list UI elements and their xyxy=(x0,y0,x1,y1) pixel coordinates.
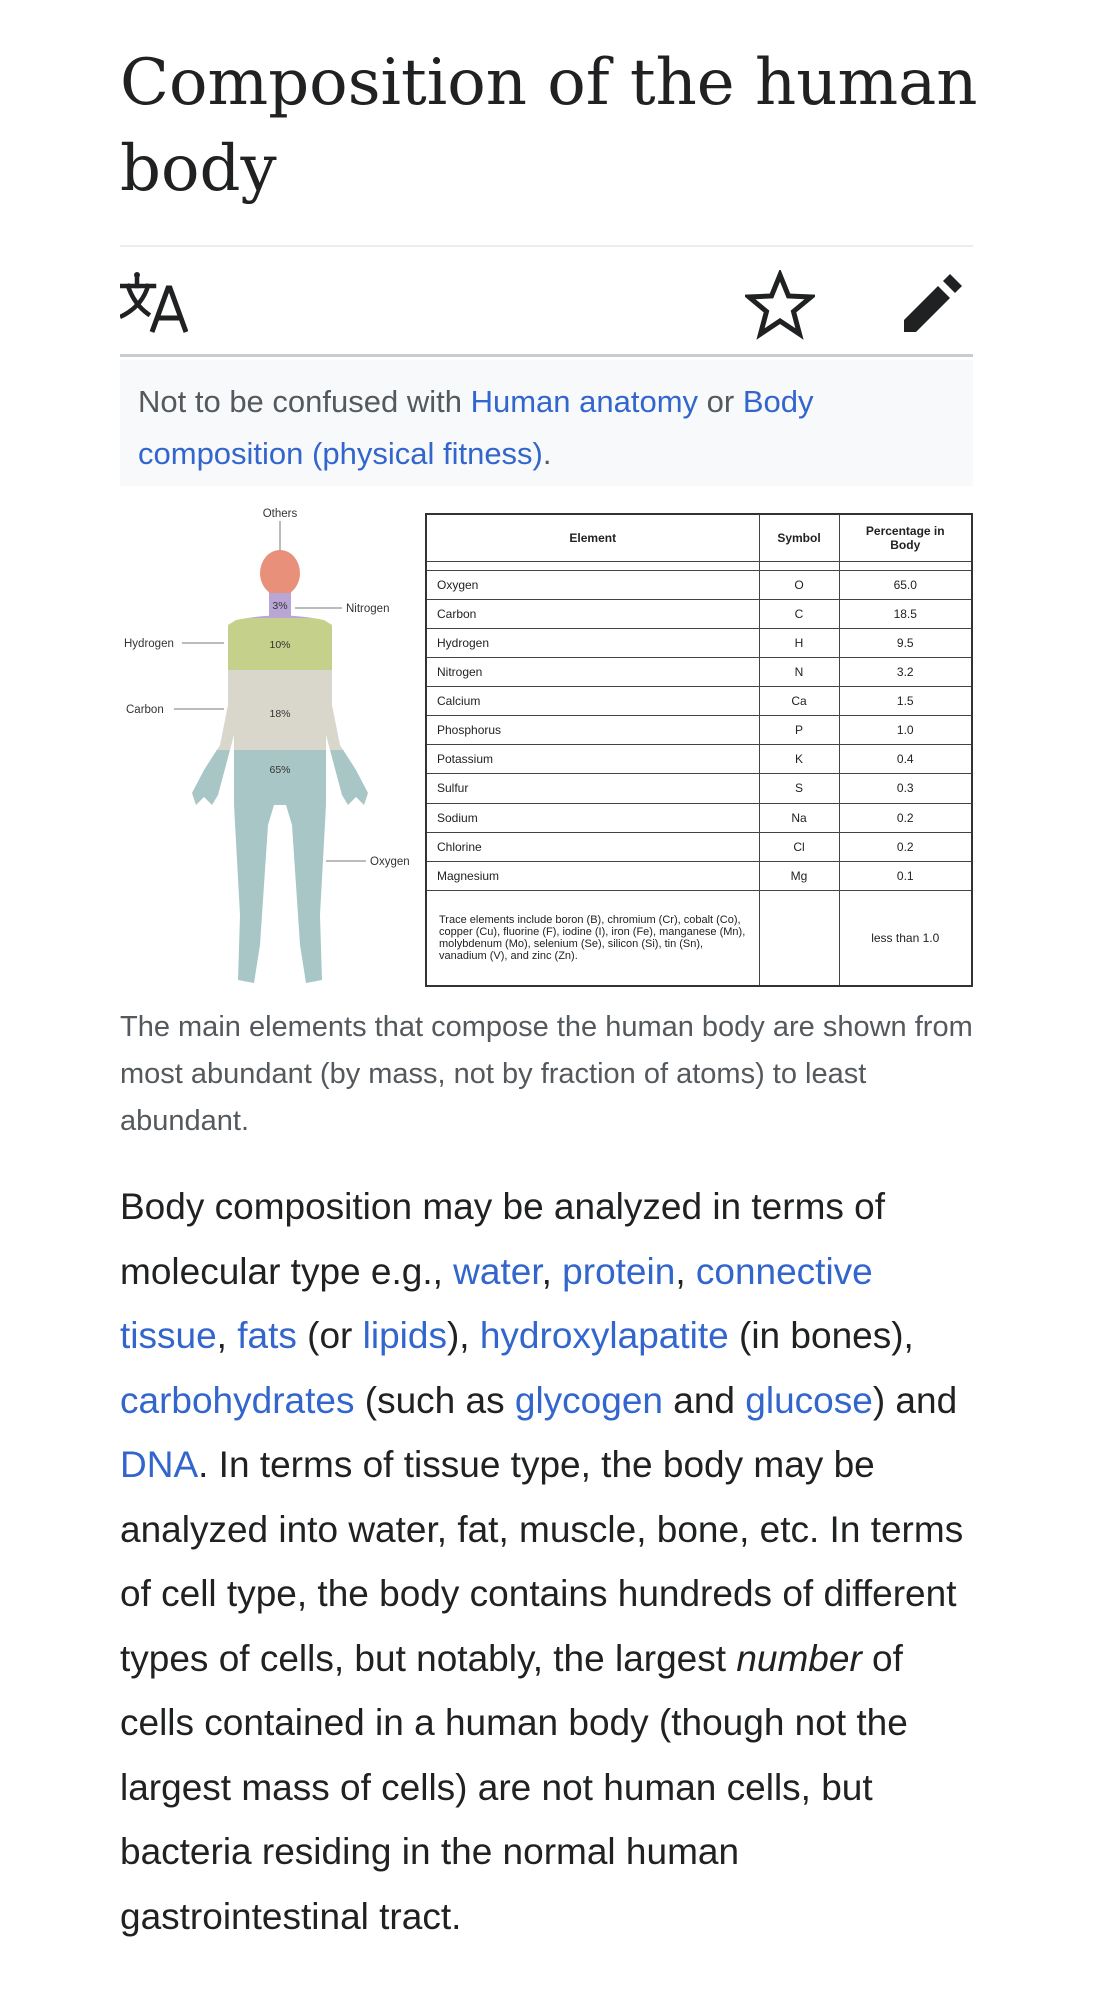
header-symbol: Symbol xyxy=(759,514,839,561)
element-symbol: H xyxy=(759,628,839,657)
element-percentage: 0.3 xyxy=(839,774,972,803)
element-name: Phosphorus xyxy=(426,716,759,745)
table-row xyxy=(426,774,972,803)
table-row-trace xyxy=(426,890,972,986)
element-name: Nitrogen xyxy=(426,657,759,686)
pct-oxygen-65: 65% xyxy=(269,764,291,776)
element-symbol: O xyxy=(759,570,839,599)
header-element: Element xyxy=(426,514,759,561)
element-symbol: S xyxy=(759,774,839,803)
lipids-link[interactable]: lipids xyxy=(362,1315,447,1356)
table-row xyxy=(426,657,972,686)
fats-link[interactable]: fats xyxy=(237,1315,297,1356)
element-percentage: 1.0 xyxy=(839,716,972,745)
para-text: , xyxy=(675,1250,696,1292)
trace-elements-text: Trace elements include boron (B), chromium (Cr), cobalt (Co), copper (Cu), fluorine (F), iodine (I), iron (Fe), manganese (Mn), molybdenum (Mo), selenium (Se), silicon (Si), tin (Sn), vanadium (V), and zinc (Zn). xyxy=(426,890,759,986)
para-text: (in bones), xyxy=(728,1315,914,1356)
table-header-row xyxy=(426,514,972,561)
table-row xyxy=(426,628,972,657)
element-percentage: 9.5 xyxy=(839,628,972,657)
element-percentage: 0.4 xyxy=(839,745,972,774)
hydroxylapatite-link[interactable]: hydroxylapatite xyxy=(479,1315,729,1356)
para-text: , xyxy=(216,1315,238,1356)
protein-link[interactable]: protein xyxy=(562,1250,676,1292)
table-row xyxy=(426,599,972,628)
element-name: Potassium xyxy=(426,745,759,774)
pct-hydrogen-10: 10% xyxy=(269,639,291,651)
element-symbol: Na xyxy=(759,803,839,832)
table-row xyxy=(426,716,972,745)
elements-table xyxy=(425,513,973,987)
translate-icon[interactable] xyxy=(120,270,188,336)
glucose-link[interactable]: glucose xyxy=(745,1379,873,1421)
element-symbol: Ca xyxy=(759,687,839,716)
element-percentage: 65.0 xyxy=(839,570,972,599)
hatnote-prefix: Not to be confused with xyxy=(138,384,471,419)
element-percentage: 0.2 xyxy=(839,803,972,832)
element-percentage: 0.1 xyxy=(839,861,972,890)
table-row xyxy=(426,687,972,716)
body-composition-diagram xyxy=(120,505,425,990)
element-percentage: 3.2 xyxy=(839,657,972,686)
para-text: (or xyxy=(296,1315,363,1356)
element-percentage: 1.5 xyxy=(839,687,972,716)
segment-oxygen xyxy=(120,750,425,990)
table-row xyxy=(426,861,972,890)
element-symbol: C xyxy=(759,599,839,628)
element-name: Sulfur xyxy=(426,774,759,803)
title-divider xyxy=(120,245,973,247)
element-symbol: K xyxy=(759,745,839,774)
body-paragraph xyxy=(120,1175,980,1949)
para-text: (such as xyxy=(354,1379,515,1421)
element-name: Hydrogen xyxy=(426,628,759,657)
page-actions-toolbar xyxy=(120,262,973,358)
label-hydrogen: Hydrogen xyxy=(124,638,174,650)
element-name: Sodium xyxy=(426,803,759,832)
hatnote xyxy=(120,360,973,486)
para-text: and xyxy=(662,1379,746,1421)
para-text: Body composition may be analyzed in terms of molecular type e.g., xyxy=(120,1186,886,1292)
para-text: ) and xyxy=(872,1379,958,1421)
label-carbon: Carbon xyxy=(126,704,164,716)
para-emphasis: number xyxy=(736,1637,862,1679)
element-name: Oxygen xyxy=(426,570,759,599)
element-name: Magnesium xyxy=(426,861,759,890)
carbohydrates-link[interactable]: carbohydrates xyxy=(120,1379,355,1421)
glycogen-link[interactable]: glycogen xyxy=(514,1379,663,1421)
element-symbol: N xyxy=(759,657,839,686)
element-symbol: P xyxy=(759,716,839,745)
toolbar-divider xyxy=(120,354,973,357)
para-text: , xyxy=(541,1250,563,1292)
element-percentage: 0.2 xyxy=(839,832,972,861)
trace-symbol xyxy=(759,890,839,986)
header-percentage: Percentage in Body xyxy=(839,514,972,561)
element-symbol: Mg xyxy=(759,861,839,890)
element-percentage: 18.5 xyxy=(839,599,972,628)
pct-others-3: 3% xyxy=(272,600,288,612)
pencil-icon[interactable] xyxy=(900,270,966,336)
para-text: ), xyxy=(446,1315,480,1356)
body-composition-link[interactable]: Body composition (physical fitness) xyxy=(138,384,814,471)
page-title: Composition of the human body xyxy=(120,46,978,206)
element-name: Chlorine xyxy=(426,832,759,861)
star-icon[interactable] xyxy=(745,270,815,340)
composition-figure[interactable] xyxy=(120,505,973,990)
table-row xyxy=(426,803,972,832)
element-symbol: Cl xyxy=(759,832,839,861)
hatnote-suffix: . xyxy=(542,436,552,471)
hatnote-middle: or xyxy=(698,384,743,419)
table-spacer xyxy=(426,561,972,570)
para-text: . In terms of tissue type, the body may be analyzed into water, fat, muscle, bone, etc. In terms of cell type, the body contains hundreds of different types of cells, but notably, the largest xyxy=(120,1444,964,1679)
label-oxygen: Oxygen xyxy=(370,856,410,868)
element-name: Carbon xyxy=(426,599,759,628)
table-row xyxy=(426,832,972,861)
connective-tissue-link[interactable]: connective tissue xyxy=(120,1250,873,1356)
trace-percentage: less than 1.0 xyxy=(839,890,972,986)
water-link[interactable]: water xyxy=(453,1250,542,1292)
figure-caption: The main elements that compose the human body are shown from most abundant (by mass, not by fraction of atoms) to least abundant. xyxy=(120,1011,973,1137)
element-name: Calcium xyxy=(426,687,759,716)
label-others: Others xyxy=(262,508,298,520)
para-text: of cells contained in a human body (though not the largest mass of cells) are not human cells, but bacteria residing in the normal human gastrointestinal tract. xyxy=(120,1637,908,1937)
pct-carbon-18: 18% xyxy=(269,708,291,720)
dna-link[interactable]: DNA xyxy=(120,1444,199,1485)
table-row xyxy=(426,570,972,599)
table-row xyxy=(426,745,972,774)
human-anatomy-link[interactable]: Human anatomy xyxy=(470,384,699,419)
label-nitrogen: Nitrogen xyxy=(346,603,390,615)
